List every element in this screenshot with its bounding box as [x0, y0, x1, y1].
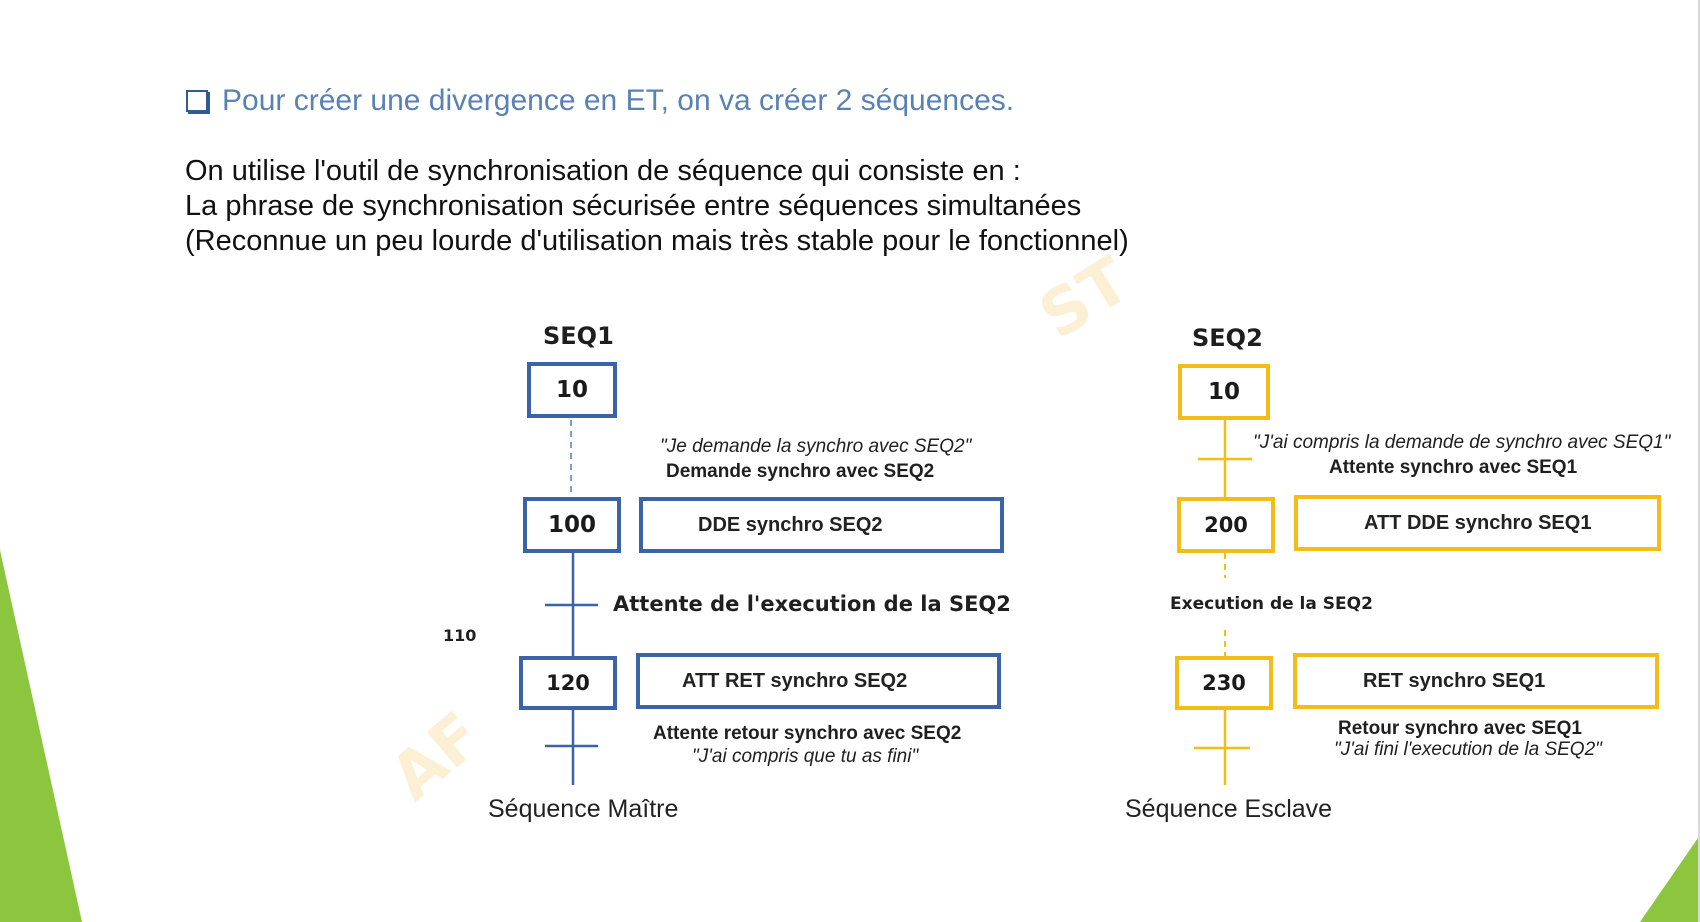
master-transition-1-quote: "Je demande la synchro avec SEQ2" — [660, 436, 972, 457]
slave-step-200: 200 — [1177, 497, 1275, 553]
master-step-10: 10 — [527, 362, 617, 418]
slave-transition-1-quote: "J'ai compris la demande de synchro avec SEQ1" — [1253, 432, 1671, 453]
slave-step-10: 10 — [1178, 364, 1270, 420]
slave-step-230: 230 — [1175, 656, 1273, 710]
slave-transition-3-label: Retour synchro avec SEQ1 — [1338, 718, 1582, 739]
watermark-fragment-top: ST — [1027, 243, 1143, 355]
master-transition-1-label: Demande synchro avec SEQ2 — [666, 461, 935, 482]
paragraph-line-1: On utilise l'outil de synchronisation de séquence qui consiste en : — [185, 155, 1021, 187]
watermark-fragment-bottom: AF — [377, 698, 497, 816]
master-step-100: 100 — [523, 497, 621, 553]
master-caption: Séquence Maître — [488, 795, 679, 823]
master-transition-3-label: Attente retour synchro avec SEQ2 — [653, 723, 962, 744]
slave-caption: Séquence Esclave — [1125, 795, 1333, 823]
master-step-110-label: 110 — [443, 626, 477, 645]
paragraph-line-3: (Reconnue un peu lourde d'utilisation mais très stable pour le fonctionnel) — [185, 225, 1129, 257]
master-transition-3-quote: "J'ai compris que tu as fini" — [692, 746, 919, 767]
master-title: SEQ1 — [543, 322, 614, 350]
master-step-120: 120 — [519, 656, 617, 710]
slave-transition-2-label: Execution de la SEQ2 — [1170, 594, 1373, 614]
master-action-100: DDE synchro SEQ2 — [639, 497, 1004, 553]
master-transition-2-label: Attente de l'execution de la SEQ2 — [613, 592, 1011, 616]
slave-title: SEQ2 — [1192, 324, 1263, 352]
slave-action-230: RET synchro SEQ1 — [1293, 653, 1659, 709]
slave-transition-1-label: Attente synchro avec SEQ1 — [1329, 457, 1578, 478]
slave-transition-3-quote: "J'ai fini l'execution de la SEQ2" — [1334, 739, 1602, 760]
paragraph-line-2: La phrase de synchronisation sécurisée entre séquences simultanées — [185, 190, 1082, 222]
slave-action-200: ATT DDE synchro SEQ1 — [1294, 495, 1661, 551]
master-action-120: ATT RET synchro SEQ2 — [636, 653, 1001, 709]
bullet-text: Pour créer une divergence en ET, on va créer 2 séquences. — [222, 84, 1015, 117]
